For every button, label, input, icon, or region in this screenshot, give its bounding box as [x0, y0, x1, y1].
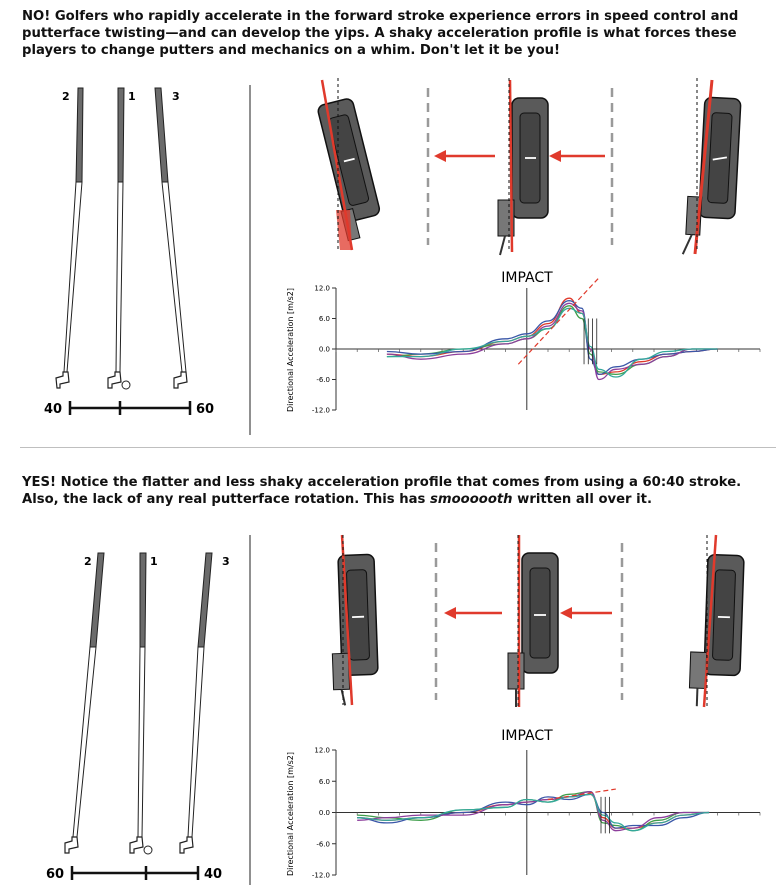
y-tick-label: -12.0: [311, 406, 330, 415]
chart-ylabel: Directional Acceleration [m/s2]: [286, 751, 295, 877]
putters-no: [44, 88, 214, 417]
putter-head-square-icon-a: [329, 554, 379, 705]
series-line-2: [387, 306, 718, 375]
acceleration-chart-no: [286, 270, 760, 415]
series-line-1: [387, 298, 718, 374]
acceleration-chart-yes: [286, 728, 760, 880]
panel-no: [0, 60, 782, 440]
scale-right-label: 40: [204, 867, 223, 882]
putter-heads-yes: [329, 535, 744, 708]
putter-label-2: 2: [62, 90, 70, 103]
putter-head-square-icon-b: [508, 553, 558, 707]
no-text: Golfers who rapidly accelerate in the forward stroke experience errors in speed control and putterface twisting—and can develop the yips. A shaky acceleration profile is what forces these players to change putters and mechanics on a whim. Don't let it be you!: [22, 9, 739, 58]
putter-head-square-icon: [498, 98, 548, 255]
yes-text-before: Notice the flatter and less shaky acceleration profile that comes from using a 60:40 stroke. Also, the lack of any real putterface rotation. This has: [22, 475, 742, 507]
putter-head-closed-icon: [683, 96, 741, 256]
y-tick-label: 0.0: [318, 345, 330, 354]
impact-label: IMPACT: [501, 728, 553, 744]
y-tick-label: 6.0: [318, 777, 330, 786]
putter-3-icon: [155, 88, 187, 388]
putters-yes: [46, 553, 230, 882]
ball-icon: [122, 381, 130, 389]
putter-2-icon: [65, 553, 104, 853]
y-tick-label: -12.0: [311, 871, 330, 880]
putter-label-2: 2: [84, 555, 92, 568]
y-tick-label: -6.0: [316, 376, 330, 384]
y-tick-label: 12.0: [314, 746, 330, 755]
series-line-4: [387, 303, 718, 379]
chart-ylabel: Directional Acceleration [m/s2]: [286, 287, 295, 413]
intro-no-paragraph: [22, 8, 772, 59]
putter-label-1: 1: [128, 90, 136, 103]
y-tick-label: 6.0: [318, 315, 330, 323]
stroke-ratio-scale: [44, 401, 214, 417]
putter-1-icon: [130, 553, 152, 854]
trend-dashed-line: [548, 789, 616, 799]
putter-1-icon: [108, 88, 130, 389]
intro-yes-paragraph: [22, 474, 772, 508]
section-divider: [20, 447, 776, 448]
stroke-ratio-scale: [46, 866, 222, 882]
series-line-3: [387, 301, 718, 375]
series-line-5: [387, 308, 718, 377]
no-lead: NO!: [22, 9, 51, 24]
trend-dashed-line: [518, 278, 599, 364]
panel-yes: [0, 525, 782, 896]
putter-label-3: 3: [172, 90, 180, 103]
putter-heads-no: [315, 78, 741, 257]
putter-head-square-icon-c: [689, 554, 744, 708]
ball-icon: [144, 846, 152, 854]
putter-label-3: 3: [222, 555, 230, 568]
yes-emphasis: smoooooth: [429, 492, 513, 507]
y-tick-label: -6.0: [316, 840, 330, 849]
yes-text-after: written all over it.: [512, 492, 652, 507]
scale-left-label: 40: [44, 402, 63, 417]
putter-label-1: 1: [150, 555, 158, 568]
putter-2-icon: [56, 88, 83, 388]
y-tick-label: 12.0: [314, 284, 330, 293]
y-tick-label: 0.0: [318, 809, 330, 817]
impact-label: IMPACT: [501, 270, 553, 286]
yes-lead: YES!: [22, 475, 57, 490]
scale-right-label: 60: [196, 402, 215, 417]
scale-left-label: 60: [46, 867, 65, 882]
putter-3-icon: [180, 553, 212, 853]
